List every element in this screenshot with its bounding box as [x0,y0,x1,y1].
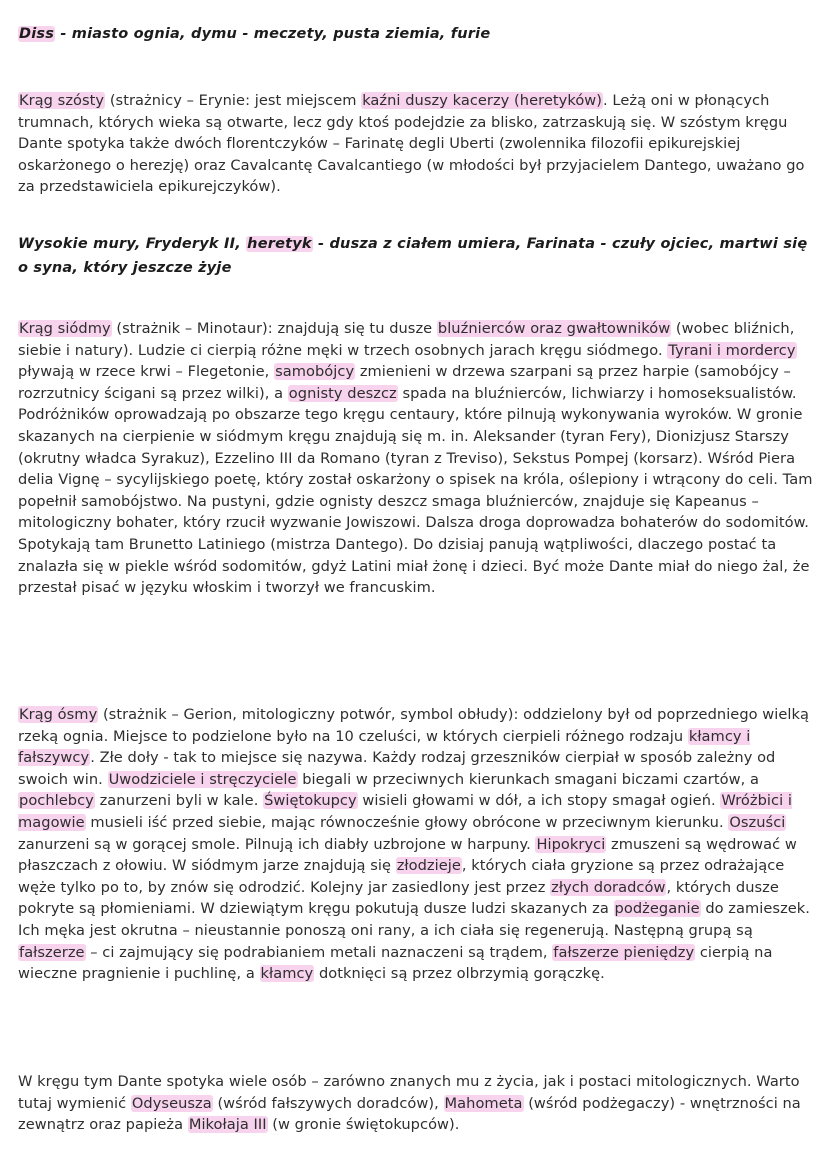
highlighted-text: Wróżbici i magowie [18,792,793,831]
highlighted-text: Świętokupcy [264,792,357,810]
text-run: zmienieni w drzewa szarpani są przez harpie (samobójcy – rozrzutnicy ścigani są przez wilki), a [18,363,791,402]
text-run: (wśród podżegaczy) - wnętrzności na zewnątrz oraz papieża [18,1094,801,1134]
highlighted-text: złych doradców [551,878,666,896]
text-run: zmuszeni są wędrować w płaszczach z ołowiu. W siódmym jarze znajdują się [18,835,797,875]
text-run: biegali w przeciwnych kierunkach smagani biczami czartów, a [297,770,759,788]
text-run: , których dusze pokryte są płomieniami. W dziewiątym kręgu pokutują dusze ludzi skazanych za [18,878,779,918]
highlighted-text: kłamcy i fałszywcy [18,727,751,767]
highlighted-text: pochlebcy [19,792,94,810]
text-run: pływają w rzece krwi – Flegetonie, [18,363,275,381]
text-run: (wśród fałszywych doradców), [212,1094,444,1112]
text-run: spada na bluźnierców, lichwiarzy i homoseksualistów. Podróżników oprowadzają po obszarze tego kręgu centaury, które pilnują wykonywania wyroków. W gronie skazanych na cierpienie w siódmym kręgu znajdują się m. in. Aleksander (tyran Fery), Dionizjusz Starszy (okrutny władca Syrakuz), Ezzelino III da Romano (tyran z Treviso), Sekstus Pompej (korsarz). Wśród Piera delia Vignę – sycylijskiego poetę, który został oskarżony o spisek na króla, oślepiony i wtrącony do celi. Tam popełnił samobójstwo. Na pustyni, gdzie ognisty deszcz smaga bluźnierców, znajduje się Kapeanus – mitologiczny bohater, który rzucił wyzwanie Jowiszowi. Dalsza droga doprowadza bohaterów do sodomitów. Spotykają tam Brunetto Latiniego (mistrza Dantego). Do dzisiaj panują wątpliwości, dlaczego postać ta znalazła się w piekle wśród sodomitów, gdyż Latini miał żonę i dzieci. Być może Dante miał do niego żal, że przestał pisać w języku włoskim i tworzył we francuskim. [18,384,813,597]
highlighted-text: kaźni duszy kacerzy (heretyków) [362,92,603,109]
highlighted-text: fałszerze [19,943,85,961]
paragraph-krag-siodmy [18,318,814,599]
highlighted-text: bluźnierców oraz gwałtowników [437,320,671,337]
text-run: - miasto ognia, dymu - meczety, pusta ziemia, furie [55,26,491,42]
highlighted-text: Mahometa [444,1094,523,1112]
highlighted-text: fałszerze pieniędzy [553,943,695,961]
highlighted-text: samobójcy [275,363,355,381]
highlighted-text: podżeganie [614,900,700,918]
text-run: dotknięci są przez olbrzymią gorączkę. [314,965,605,983]
highlighted-text: Krąg szósty [19,92,105,109]
text-run: , których ciała gryzione są przez odrażające węże tylko po to, by znów się odrodzić. Kolejny jar zasiedlony jest przez [18,857,785,896]
paragraph-krag-osmy-postaci [18,1071,814,1136]
highlighted-text: ognisty deszcz [288,384,397,402]
highlighted-text: Mikołaja III [188,1116,267,1134]
highlighted-text: Hipokryci [536,835,606,853]
highlighted-text: kłamcy [260,965,314,983]
handwritten-note-krag-szosty [18,232,814,280]
text-run: (strażnicy – Erynie: jest miejscem [105,92,362,109]
text-run: (wobec bliźnich, siebie i natury). Ludzie ci cierpią różne męki w trzech osobnych jarach kręgu siódmego. [18,320,795,359]
text-run: zanurzeni są w gorącej smole. Pilnują ich diabły uzbrojone w harpuny. [18,835,536,853]
text-run: zanurzeni byli w kale. [94,792,264,810]
highlighted-text: Tyrani i mordercy [668,341,796,359]
text-run: . Złe doły - tak to miejsce się nazywa. Każdy rodzaj grzeszników cierpiał w sposób zależny od swoich win. [18,749,776,788]
text-run: . Leżą oni w płonących trumnach, których wieka są otwarte, lecz gdy ktoś podejdzie za blisko, zatrzaskują się. W szóstym kręgu Dante spotyka także dwóch florentczyków – Farinatę degli Uberti (zwolennika filozofii epikurejskiej oskarżonego o herezję) oraz Cavalcantę Cavalcantiego (w młodości był przyjacielem Dantego, uważano go za przedstawiciela epikurejczyków). [18,92,805,196]
handwritten-note-diss [18,24,814,45]
highlighted-text: Krąg ósmy [19,706,98,723]
highlighted-text: heretyk [247,236,312,252]
text-run: - dusza z ciałem umiera, Farinata - czuły ojciec, martwi się o syna, który jeszcze żyje [18,236,808,276]
paragraph-krag-szosty [18,90,814,198]
text-run: – ci zajmujący się podrabianiem metali naznaczeni są trądem, [85,943,553,961]
text-run: cierpią na wieczne pragnienie i puchlinę, a [18,943,773,983]
text-run: (strażnik – Gerion, mitologiczny potwór, symbol obłudy): oddzielony był od poprzedniego wielką rzeką ognia. Miejsce to podzielone było na 10 czeluści, w których cierpieli różnego rodzaju [18,706,810,745]
highlighted-text: Odyseusza [131,1094,212,1112]
highlighted-text: Uwodziciele i stręczyciele [108,770,297,788]
text-run: Wysokie mury, Fryderyk II, [18,236,247,252]
text-run: (w gronie świętokupców). [267,1116,460,1134]
highlighted-text: Diss [19,26,55,42]
highlighted-text: złodzieje [396,857,461,875]
text-run: wisieli głowami w dół, a ich stopy smagał ogień. [357,792,721,810]
text-run: W kręgu tym Dante spotyka wiele osób – zarówno znanych mu z życia, jak i postaci mitologicznych. Warto tutaj wymienić [18,1073,800,1112]
highlighted-text: Krąg siódmy [19,320,111,337]
text-run: musieli iść przed siebie, mając równocześnie głowy obrócone w przeciwnym kierunku. [85,813,729,831]
highlighted-text: Oszuści [729,813,786,831]
paragraph-krag-osmy [18,704,814,985]
text-run: do zamieszek. Ich męka jest okrutna – nieustannie ponoszą oni rany, a ich ciała się regenerują. Następną grupą są [18,900,810,939]
text-run: (strażnik – Minotaur): znajdują się tu dusze [111,320,437,337]
